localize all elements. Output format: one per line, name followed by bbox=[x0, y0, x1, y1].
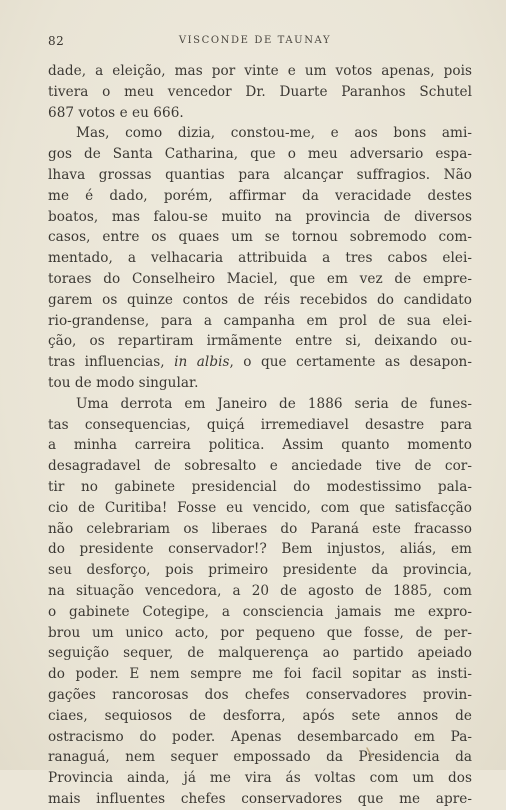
text-line: tas consequencias, quiçá irremediavel desastre para bbox=[48, 416, 472, 433]
text-line: ostracismo do poder. Apenas desembarcado em Pa- bbox=[48, 728, 472, 745]
text-line: seu desforço, pois primeiro presidente da provincia, bbox=[48, 562, 472, 579]
text-line: mentado, a velhacaria attribuida a tres cabos elei- bbox=[48, 250, 472, 267]
text-line: tras influencias, in albis, o que certamente as desapon- bbox=[48, 354, 472, 371]
paragraph-3 bbox=[48, 394, 472, 810]
text-line: Provincia ainda, já me vira ás voltas com um dos bbox=[48, 770, 472, 787]
text-line: desagradavel de sobresalto e anciedade tive de cor- bbox=[48, 458, 472, 475]
italic-phrase: in albis bbox=[174, 354, 230, 371]
text-line: não celebrariam os liberaes do Paraná este fracasso bbox=[48, 520, 472, 537]
text-line: ção, os repartiram irmãmente entre si, deixando ou- bbox=[48, 333, 472, 350]
text-line: boatos, mas falou-se muito na provincia de diversos bbox=[48, 208, 472, 225]
page-header bbox=[48, 34, 462, 48]
text-line: mais influentes chefes conservadores que me apre- bbox=[48, 790, 472, 807]
text-line: rio-grandense, para a campanha em prol de sua elei- bbox=[48, 312, 472, 329]
text-line: tou de modo singular. bbox=[48, 374, 199, 391]
text-line: Mas, como dizia, constou-me, e aos bons ami- bbox=[76, 125, 472, 142]
pencil-mark-icon bbox=[366, 747, 374, 759]
text-line: ranaguá, nem sequer empossado da Presidencia da bbox=[48, 749, 472, 766]
text-line: casos, entre os quaes um se tornou sobremodo com- bbox=[48, 229, 472, 246]
text-line: do poder. E nem sempre me foi facil sopitar as insti- bbox=[48, 666, 472, 683]
text-line: gações rancorosas dos chefes conservadores provin- bbox=[48, 686, 472, 703]
text-line: me é dado, porém, affirmar da veracidade destes bbox=[48, 187, 472, 204]
paragraph-2 bbox=[48, 123, 472, 393]
text-line: ciaes, sequiosos de desforra, após sete annos de bbox=[48, 707, 472, 724]
text-line: brou um unico acto, por pequeno que fosse, de per- bbox=[48, 624, 472, 641]
page-number: 82 bbox=[48, 34, 65, 48]
text-line: 687 votos e eu 666. bbox=[48, 104, 184, 121]
text-line: seguição sequer, de malquerença ao partido apeiado bbox=[48, 645, 472, 662]
running-head: VISCONDE DE TAUNAY bbox=[178, 35, 332, 46]
text-line: tivera o meu vencedor Dr. Duarte Paranhos Schutel bbox=[48, 83, 472, 100]
text-line: garem os quinze contos de réis recebidos do candidato bbox=[48, 291, 472, 308]
text-line: tir no gabinete presidencial do modestissimo pala- bbox=[48, 478, 472, 495]
text-line: o gabinete Cotegipe, a consciencia jamais me expro- bbox=[48, 603, 472, 620]
text-line: toraes do Conselheiro Maciel, que em vez de empre- bbox=[48, 270, 472, 287]
text-line: na situação vencedora, a 20 de agosto de 1885, com bbox=[48, 582, 472, 599]
text-line: Uma derrota em Janeiro de 1886 seria de funes- bbox=[76, 395, 472, 412]
text-line: gos de Santa Catharina, que o meu adversario espa- bbox=[48, 146, 472, 163]
text-line: lhava grossas quantias para alcançar suffragios. Não bbox=[48, 166, 472, 183]
body-text bbox=[48, 61, 472, 810]
paragraph-1 bbox=[48, 61, 472, 123]
text-line: a minha carreira politica. Assim quanto momento bbox=[48, 437, 472, 454]
text-line: cio de Curitiba! Fosse eu vencido, com que satisfacção bbox=[48, 499, 472, 516]
text-line: do presidente conservador!? Bem injustos, aliás, em bbox=[48, 541, 472, 558]
text-line: dade, a eleição, mas por vinte e um votos apenas, pois bbox=[48, 63, 472, 79]
